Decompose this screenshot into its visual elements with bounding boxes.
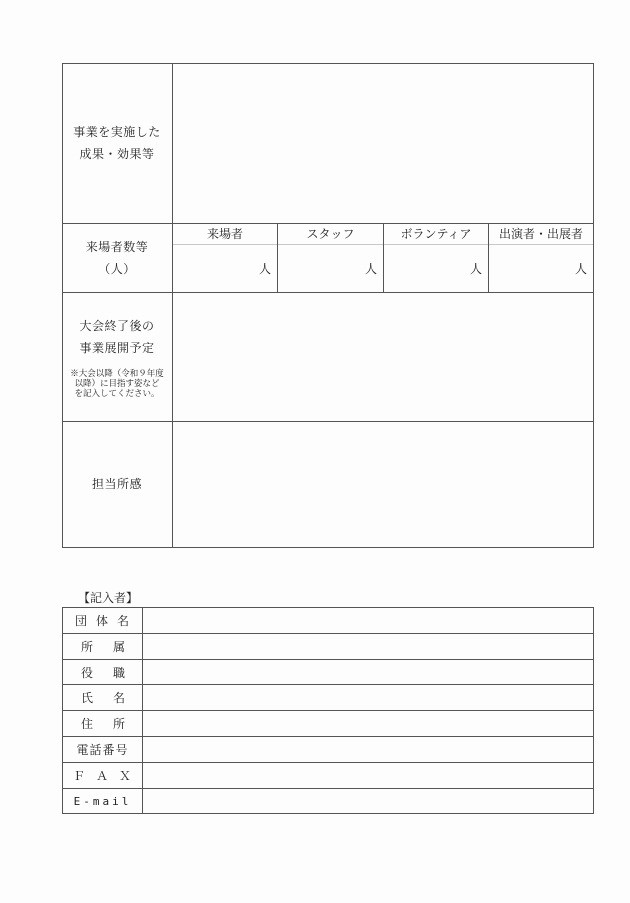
- future-plan-label: [62, 292, 172, 421]
- label-char: 団: [74, 614, 88, 628]
- label-text: E-mail: [73, 794, 132, 808]
- label-text: 電話番号: [76, 743, 129, 757]
- table-border-right: [593, 63, 594, 548]
- email-input[interactable]: [143, 789, 593, 813]
- attendance-label: [62, 223, 172, 292]
- attendance-label-line-2: （人）: [98, 261, 136, 276]
- label-char: 属: [112, 640, 126, 654]
- note-line: ※大会以降（令和９年度: [70, 368, 164, 379]
- address-label: [63, 711, 142, 736]
- label-char: 住: [81, 717, 95, 731]
- impression-input[interactable]: [173, 422, 593, 547]
- staff-count-input[interactable]: [278, 245, 383, 292]
- name-input[interactable]: [143, 685, 593, 710]
- results-label-line-2: 成果・効果等: [79, 147, 155, 161]
- unit-label: 人: [469, 262, 482, 276]
- label-char: 名: [112, 691, 126, 705]
- label-char: Ｘ: [119, 769, 133, 783]
- label-char: 所: [112, 717, 126, 731]
- column-header-volunteers: ボランティア: [400, 227, 472, 241]
- label-char: 体: [95, 614, 109, 628]
- unit-label: 人: [258, 262, 271, 276]
- name-label: [63, 685, 142, 710]
- results-label-line-1: 事業を実施した: [73, 125, 161, 139]
- fax-input[interactable]: [143, 763, 593, 788]
- label-char: 名: [117, 614, 131, 628]
- table-border-bottom: [62, 547, 593, 548]
- affiliation-label: [63, 634, 142, 659]
- entrant-section-title: 【記入者】: [78, 591, 139, 605]
- fax-label: [63, 763, 142, 788]
- table-border-right: [593, 607, 594, 814]
- future-plan-input[interactable]: [173, 293, 593, 421]
- column-header-visitors: 来場者: [206, 227, 243, 241]
- attendance-label-line-1: 来場者数等: [85, 239, 149, 254]
- label-char: Ｆ: [72, 769, 86, 783]
- label-char: 職: [112, 665, 126, 680]
- phone-label: [63, 737, 142, 762]
- label-char: 氏: [81, 691, 95, 705]
- column-header-performers: 出演者・出展者: [498, 227, 583, 241]
- email-label: [63, 789, 142, 813]
- results-label: [62, 63, 172, 223]
- performers-count-input[interactable]: [489, 245, 593, 292]
- results-input[interactable]: [173, 64, 593, 223]
- label-char: 役: [81, 665, 95, 680]
- organization-label: [63, 608, 142, 633]
- impression-label-text: 担当所感: [91, 477, 142, 491]
- note-line: 以降）に目指す姿など: [74, 378, 160, 389]
- organization-input[interactable]: [143, 608, 593, 633]
- phone-input[interactable]: [143, 737, 593, 762]
- visitors-count-input[interactable]: [173, 245, 277, 292]
- impression-label: [62, 421, 172, 547]
- address-input[interactable]: [143, 711, 593, 736]
- volunteers-count-input[interactable]: [384, 245, 488, 292]
- unit-label: 人: [574, 262, 587, 276]
- future-plan-label-line-2: 事業展開予定: [79, 340, 155, 355]
- future-plan-label-line-1: 大会終了後の: [79, 318, 155, 333]
- future-plan-note: [70, 369, 164, 399]
- position-label: [63, 660, 142, 684]
- unit-label: 人: [364, 262, 377, 276]
- label-char: Ａ: [95, 769, 109, 783]
- affiliation-input[interactable]: [143, 634, 593, 659]
- label-char: 所: [81, 640, 95, 654]
- column-header-staff: スタッフ: [306, 227, 355, 241]
- table-border-bottom: [62, 813, 593, 814]
- note-line: を記入してください。: [74, 388, 160, 399]
- position-input[interactable]: [143, 660, 593, 684]
